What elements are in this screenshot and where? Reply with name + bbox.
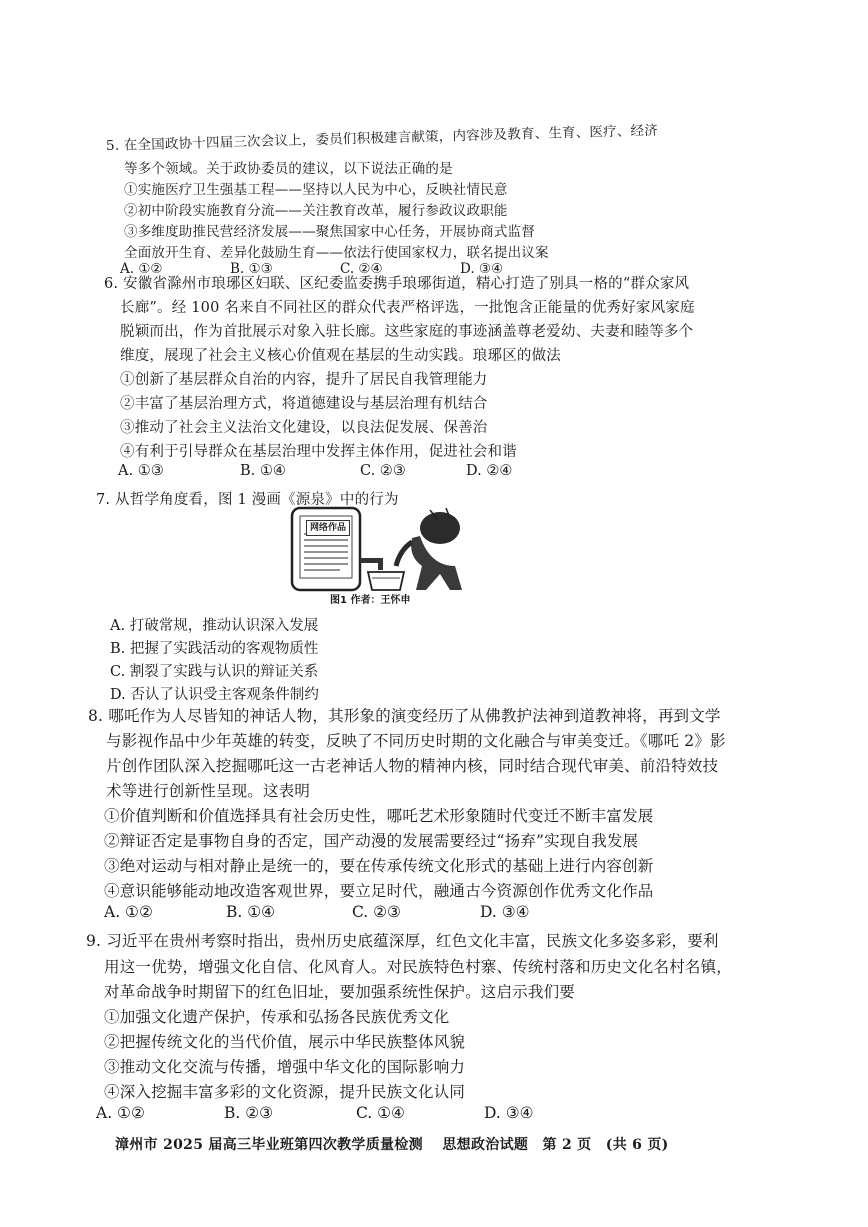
question-5-statement-2: ②初中阶段实施教育分流——关注教育改革，履行参政议政职能 — [124, 203, 508, 219]
question-5-option-c[interactable]: C. ②④ — [340, 261, 383, 277]
question-5-stem-cont: 等多个领域。关于政协委员的建议，以下说法正确的是 — [124, 161, 453, 177]
question-7-option-a[interactable]: A. 打破常规，推动认识深入发展 — [110, 618, 319, 634]
question-9-stem-cont-2: 对革命战争时期留下的红色旧址，要加强系统性保护。这启示我们要 — [104, 983, 576, 1001]
cartoon-figure — [280, 506, 500, 592]
question-5-statement-3: ③多维度助推民营经济发展——聚焦国家中心任务，开展协商式监督 — [124, 224, 535, 240]
question-8-stem-cont-2: 片创作团队深入挖掘哪吒这一古老神话人物的精神内核，同时结合现代审美、前沿特效技 — [106, 757, 719, 775]
question-9-option-a[interactable]: A. ①② — [96, 1104, 145, 1122]
question-8-stem: 8. 哪吒作为人尽皆知的神话人物，其形象的演变经历了从佛教护法神到道教神将，再到文学 — [88, 707, 721, 725]
question-8-statement-2: ②辩证否定是事物自身的否定，国产动漫的发展需要经过“扬弃”实现自我发展 — [104, 832, 639, 850]
question-8-statement-4: ④意识能够能动地改造客观世界，要立足时代，融通古今资源创作优秀文化作品 — [104, 882, 654, 900]
question-6-statement-3: ③推动了社会主义法治文化建设，以良法促发展、保善治 — [120, 420, 488, 436]
question-6-statement-4: ④有利于引导群众在基层治理中发挥主体作用，促进社会和谐 — [120, 444, 517, 460]
cartoon-image — [280, 506, 500, 592]
question-9-statement-4: ④深入挖掘丰富多彩的文化资源，提升民族文化认同 — [104, 1083, 466, 1101]
question-5-option-b[interactable]: B. ①③ — [230, 261, 273, 277]
question-7-option-c[interactable]: C. 割裂了实践与认识的辩证关系 — [110, 664, 319, 680]
question-9-option-b[interactable]: B. ②③ — [224, 1104, 274, 1122]
question-8-statement-1: ①价值判断和价值选择具有社会历史性，哪吒艺术形象随时代变迁不断丰富发展 — [104, 807, 654, 825]
question-8-option-c[interactable]: C. ②③ — [352, 903, 401, 921]
question-8-option-a[interactable]: A. ①② — [104, 903, 153, 921]
question-8-option-d[interactable]: D. ③④ — [480, 903, 530, 921]
question-8-stem-cont-1: 与影视作品中少年英雄的转变，反映了不同历史时期的文化融合与审美变迁。《哪吒 2》影 — [106, 732, 726, 750]
question-9-statement-3: ③推动文化交流与传播，增强中华文化的国际影响力 — [104, 1058, 466, 1076]
question-6-stem-cont-2: 脱颖而出，作为首批展示对象入驻长廊。这些家庭的事迹涵盖尊老爱幼、夫妻和睦等多个 — [120, 324, 694, 340]
question-6-statement-1: ①创新了基层群众自治的内容，提升了居民自我管理能力 — [120, 372, 488, 388]
question-9-stem: 9. 习近平在贵州考察时指出，贵州历史底蕴深厚，红色文化丰富，民族文化多姿多彩，要利 — [86, 932, 719, 950]
question-6-option-a[interactable]: A. ①③ — [118, 463, 164, 479]
question-6-stem-cont-1: 长廊”。经 100 名来自不同社区的群众代表严格评选，一批饱含正能量的优秀好家风家庭 — [120, 300, 695, 316]
phone-screen-label: 网络作品 — [306, 520, 350, 536]
question-5-statement-4: 全面放开生育、差异化鼓励生育——依法行使国家权力，联名提出议案 — [124, 245, 549, 261]
question-5-option-d[interactable]: D. ③④ — [460, 261, 504, 277]
question-6-option-d[interactable]: D. ②④ — [466, 463, 513, 479]
question-6-statement-2: ②丰富了基层治理方式，将道德建设与基层治理有机结合 — [120, 396, 488, 412]
question-8-stem-cont-3: 术等进行创新性呈现。这表明 — [106, 782, 311, 800]
question-6-option-c[interactable]: C. ②③ — [360, 463, 406, 479]
page-footer: 漳州市 2025 届高三毕业班第四次教学质量检测 思想政治试题 第 2 页 (共 6 页) — [115, 1137, 669, 1153]
question-9-stem-cont-1: 用这一优势，增强文化自信、化风育人。对民族特色村寨、传统村落和历史文化名村名镇， — [104, 958, 733, 976]
question-7-option-d[interactable]: D. 否认了认识受主客观条件制约 — [110, 687, 319, 703]
question-7-option-b[interactable]: B. 把握了实践活动的客观物质性 — [110, 641, 319, 657]
question-6-stem: 6. 安徽省滁州市琅琊区妇联、区纪委监委携手琅琊街道，精心打造了别具一格的“群众家风 — [104, 276, 690, 292]
question-9-option-c[interactable]: C. ①④ — [356, 1104, 405, 1122]
question-7-stem: 7. 从哲学角度看，图 1 漫画《源泉》中的行为 — [96, 492, 399, 508]
question-5-statement-1: ①实施医疗卫生强基工程——坚持以人民为中心，反映社情民意 — [124, 182, 508, 198]
question-6-option-b[interactable]: B. ①④ — [240, 463, 286, 479]
question-5-option-a[interactable]: A. ①② — [120, 261, 163, 277]
question-9-option-d[interactable]: D. ③④ — [484, 1104, 534, 1122]
figure-caption: 图1 作者：王怀申 — [330, 595, 411, 606]
question-8-option-b[interactable]: B. ①④ — [226, 903, 276, 921]
question-9-statement-1: ①加强文化遗产保护，传承和弘扬各民族优秀文化 — [104, 1008, 450, 1026]
question-9-statement-2: ②把握传统文化的当代价值，展示中华民族整体风貌 — [104, 1033, 466, 1051]
question-6-stem-cont-3: 维度，展现了社会主义核心价值观在基层的生动实践。琅琊区的做法 — [120, 348, 561, 364]
question-8-statement-3: ③绝对运动与相对静止是统一的，要在传承传统文化形式的基础上进行内容创新 — [104, 857, 654, 875]
question-5-stem: 5. 在全国政协十四届三次会议上，委员们积极建言献策，内容涉及教育、生育、医疗、经济 — [105, 122, 659, 154]
